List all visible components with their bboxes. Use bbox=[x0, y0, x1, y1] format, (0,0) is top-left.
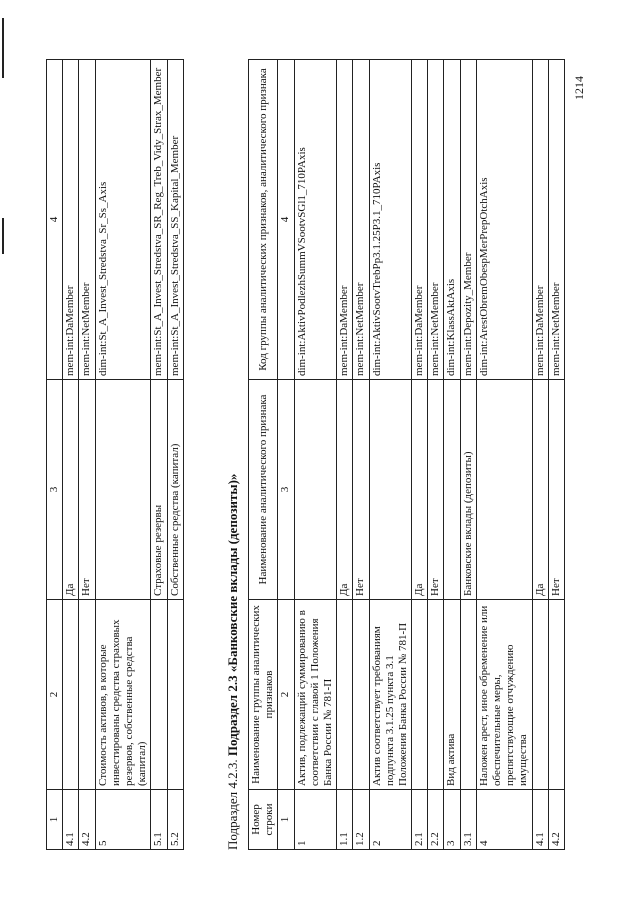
cell-analytic: Нет bbox=[548, 380, 564, 600]
edge-mark bbox=[2, 218, 4, 254]
cell-num: 5.1 bbox=[151, 790, 167, 850]
cell-num: 1 bbox=[294, 790, 337, 850]
cell-code: dim-int:St_A_Invest_Stredstva_Sr_Ss_Axis bbox=[95, 60, 151, 380]
cell-name: Актив, подлежащий суммированию в соответствии с главой 1 Положения Банка России № 781-П bbox=[294, 600, 337, 790]
column-header: Код группы аналитических признаков, аналитического признака bbox=[249, 60, 278, 380]
cell-analytic: Да bbox=[532, 380, 548, 600]
cell-name bbox=[460, 600, 476, 790]
table-row bbox=[337, 60, 353, 850]
column-number: 4 bbox=[278, 60, 294, 380]
cell-num: 2 bbox=[369, 790, 412, 850]
column-number: 3 bbox=[47, 380, 63, 600]
cell-code: mem-int:St_A_Invest_Stredstva_SS_Kapital_Member bbox=[167, 60, 183, 380]
column-header: Номер строки bbox=[249, 790, 278, 850]
table-row bbox=[412, 60, 428, 850]
column-number-row bbox=[47, 60, 63, 850]
cell-code: mem-int:NetMember bbox=[548, 60, 564, 380]
cell-analytic: Да bbox=[412, 380, 428, 600]
cell-name bbox=[337, 600, 353, 790]
table-row bbox=[444, 60, 460, 850]
cell-num: 2.1 bbox=[412, 790, 428, 850]
table-row bbox=[95, 60, 151, 850]
cell-analytic: Да bbox=[63, 380, 79, 600]
cell-num: 4.2 bbox=[79, 790, 95, 850]
table-row bbox=[460, 60, 476, 850]
table-row bbox=[79, 60, 95, 850]
cell-analytic: Банковские вклады (депозиты) bbox=[460, 380, 476, 600]
cell-code: mem-int:Depozity_Member bbox=[460, 60, 476, 380]
cell-name bbox=[79, 600, 95, 790]
cell-num: 4 bbox=[476, 790, 532, 850]
column-number: 1 bbox=[278, 790, 294, 850]
cell-code: mem-int:DaMember bbox=[63, 60, 79, 380]
deposits-attributes-table bbox=[248, 59, 565, 850]
cell-code: dim-int:AktivPodlezhSummVSootvSGl1_710PAxis bbox=[294, 60, 337, 380]
table-body bbox=[249, 60, 565, 850]
column-number: 1 bbox=[47, 790, 63, 850]
cell-code: mem-int:DaMember bbox=[412, 60, 428, 380]
section-title-prefix: Подраздел 4.2.3. bbox=[225, 756, 240, 850]
cell-analytic bbox=[95, 380, 151, 600]
cell-name: Вид актива bbox=[444, 600, 460, 790]
cell-analytic bbox=[369, 380, 412, 600]
cell-num: 4.2 bbox=[548, 790, 564, 850]
cell-analytic bbox=[294, 380, 337, 600]
column-number: 3 bbox=[278, 380, 294, 600]
cell-code: mem-int:NetMember bbox=[353, 60, 369, 380]
cell-analytic: Да bbox=[337, 380, 353, 600]
cell-name bbox=[428, 600, 444, 790]
cell-name bbox=[167, 600, 183, 790]
cell-code: mem-int:DaMember bbox=[337, 60, 353, 380]
cell-analytic: Собственные средства (капитал) bbox=[167, 380, 183, 600]
cell-code: mem-int:DaMember bbox=[532, 60, 548, 380]
cell-num: 3.1 bbox=[460, 790, 476, 850]
column-header: Наименование группы аналитических признаков bbox=[249, 600, 278, 790]
cell-num: 4.1 bbox=[532, 790, 548, 850]
page-number: 1214 bbox=[572, 76, 586, 100]
cell-name bbox=[548, 600, 564, 790]
cell-code: mem-int:NetMember bbox=[79, 60, 95, 380]
table-row bbox=[369, 60, 412, 850]
rotated-page bbox=[40, 50, 600, 880]
table-row bbox=[532, 60, 548, 850]
column-number: 2 bbox=[278, 600, 294, 790]
cell-analytic: Нет bbox=[428, 380, 444, 600]
cell-num: 5.2 bbox=[167, 790, 183, 850]
cell-num: 5 bbox=[95, 790, 151, 850]
cell-num: 1.2 bbox=[353, 790, 369, 850]
cell-num: 4.1 bbox=[63, 790, 79, 850]
header-row bbox=[249, 60, 278, 850]
table-row bbox=[151, 60, 167, 850]
cell-analytic bbox=[476, 380, 532, 600]
cell-analytic: Нет bbox=[79, 380, 95, 600]
column-number: 4 bbox=[47, 60, 63, 380]
section-title bbox=[225, 474, 241, 850]
edge-mark bbox=[2, 18, 4, 78]
table-row bbox=[167, 60, 183, 850]
cell-code: dim-int:AktivSootvTrebPp3.1.25P3.1_710PAxis bbox=[369, 60, 412, 380]
cell-analytic bbox=[444, 380, 460, 600]
table-body bbox=[47, 60, 184, 850]
cell-num: 3 bbox=[444, 790, 460, 850]
section-title-bold: Подраздел 2.3 «Банковские вклады (депозиты)» bbox=[225, 473, 240, 757]
cell-analytic: Страховые резервы bbox=[151, 380, 167, 600]
cell-num: 2.2 bbox=[428, 790, 444, 850]
column-number: 2 bbox=[47, 600, 63, 790]
column-header: Наименование аналитического признака bbox=[249, 380, 278, 600]
cell-code: dim-int:ArestObremObespMerPrepOtchAxis bbox=[476, 60, 532, 380]
cell-name bbox=[532, 600, 548, 790]
table-row bbox=[548, 60, 564, 850]
cell-name: Актив соответствует требованиям подпункта 3.1.25 пункта 3.1 Положения Банка России № 781-П bbox=[369, 600, 412, 790]
cell-num: 1.1 bbox=[337, 790, 353, 850]
cell-name bbox=[412, 600, 428, 790]
cell-name: Наложен арест, иное обременение или обеспечительные меры, препятствующие отчуждению имущества bbox=[476, 600, 532, 790]
cell-name: Стоимость активов, в которые инвестированы средства страховых резервов, собственные средства (капитал) bbox=[95, 600, 151, 790]
cell-name bbox=[151, 600, 167, 790]
table-row bbox=[294, 60, 337, 850]
table-row bbox=[63, 60, 79, 850]
cell-code: mem-int:St_A_Invest_Stredstva_SR_Reg_Treb_Vidy_Strax_Member bbox=[151, 60, 167, 380]
cell-analytic: Нет bbox=[353, 380, 369, 600]
cell-name bbox=[353, 600, 369, 790]
cell-code: mem-int:NetMember bbox=[428, 60, 444, 380]
table-row bbox=[476, 60, 532, 850]
cell-name bbox=[63, 600, 79, 790]
column-number-row bbox=[278, 60, 294, 850]
attributes-table-continued bbox=[46, 59, 184, 850]
table-row bbox=[428, 60, 444, 850]
table-row bbox=[353, 60, 369, 850]
cell-code: dim-int:KlassAktAxis bbox=[444, 60, 460, 380]
